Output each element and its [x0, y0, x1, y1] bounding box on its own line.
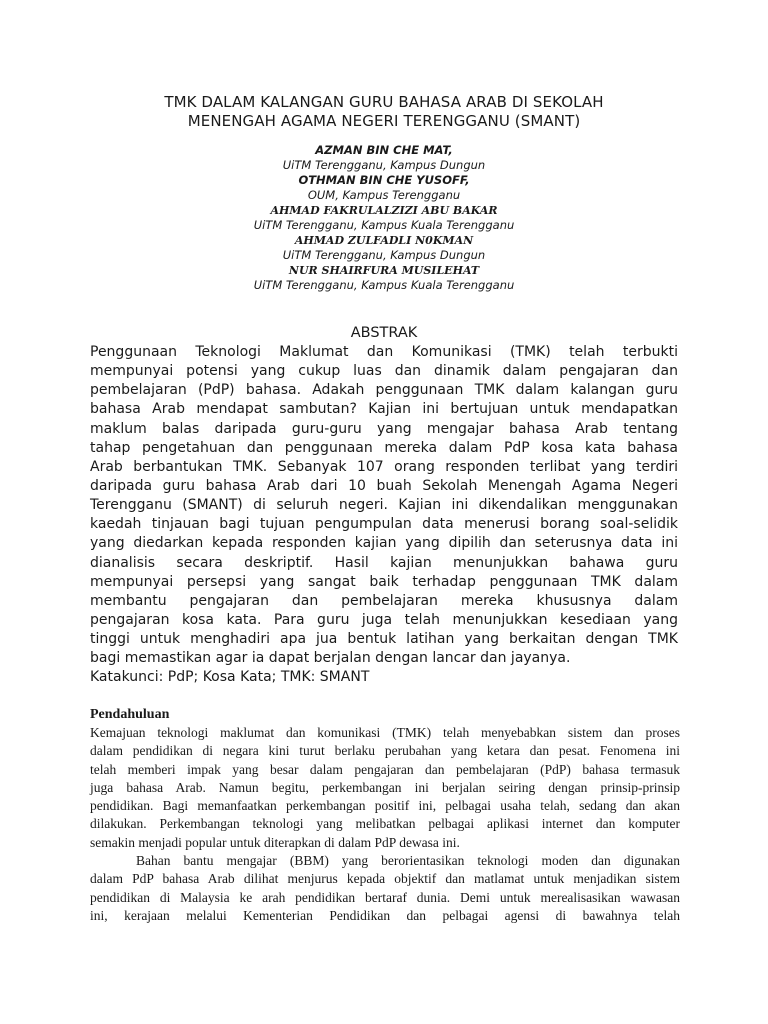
author-name: AHMAD ZULFADLI N0KMAN	[294, 234, 474, 247]
abstract-line: Penggunaan Teknologi Maklumat dan Komunikasi (TMK) telah terbukti	[90, 344, 678, 360]
abstract-line: tinggi untuk menghadiri apa jua bentuk latihan yang berkaitan dengan TMK	[90, 631, 678, 648]
author-name: AZMAN BIN CHE MAT,	[315, 143, 453, 157]
introduction-body	[90, 724, 680, 925]
body-line: Kemajuan teknologi maklumat dan komunikasi (TMK) telah menyebabkan sistem dan proses	[90, 725, 680, 740]
body-line: pendidikan di Malaysia ke arah pendidikan bertaraf dunia. Demi untuk merealisasikan wawasan	[90, 889, 680, 905]
abstract-heading: ABSTRAK	[350, 325, 418, 341]
abstract-body	[90, 343, 678, 668]
abstract-line: Terengganu (SMANT) di seluruh negeri. Kajian ini dikendalikan menggunakan	[90, 497, 678, 514]
abstract-line: pembelajaran (PdP) bahasa. Adakah penggunaan TMK dalam kalangan guru	[90, 382, 678, 399]
body-line: dilakukan. Perkembangan teknologi yang melibatkan pelbagai aplikasi internet dan komputer	[90, 816, 680, 832]
body-line: telah memberi impak yang besar dalam pengajaran dan pembelajaran (PdP) bahasa termasuk	[90, 761, 680, 777]
author-name: OTHMAN BIN CHE YUSOFF,	[298, 173, 470, 187]
abstract-line: tahap pengetahuan dan penggunaan mereka dalam PdP kosa kata bahasa	[90, 439, 678, 456]
title-line: MENENGAH AGAMA NEGERI TERENGGANU (SMANT)	[187, 112, 581, 130]
keywords: Katakunci: PdP; Kosa Kata; TMK: SMANT	[90, 669, 370, 685]
abstract-line: dianalisis secara deskriptif. Hasil kajian menunjukkan bahawa guru	[90, 554, 678, 571]
paper-title	[90, 93, 678, 131]
body-line: dalam pendidikan di negara kini turut berlaku perubahan yang ketara dan pesat. Fenomena ini	[90, 743, 680, 759]
abstract-line: mempunyai persepsi yang sangat baik terhadap penggunaan TMK dalam	[90, 573, 678, 590]
body-line: ini, kerajaan melalui Kementerian Pendidikan dan pelbagai agensi di bawahnya telah	[90, 907, 680, 923]
body-line: juga bahasa Arab. Namun begitu, perkembangan ini berjalan seiring dengan prinsip-prinsip	[90, 779, 680, 795]
author-name: NUR SHAIRFURA MUSILEHAT	[288, 264, 480, 277]
author-affiliation: UiTM Terengganu, Kampus Kuala Terengganu	[253, 218, 515, 232]
abstract-line: daripada guru bahasa Arab dari 10 buah Sekolah Menengah Agama Negeri	[90, 477, 678, 494]
author-affiliation: OUM, Kampus Terengganu	[307, 188, 461, 202]
body-line: dalam PdP bahasa Arab dilihat menjurus kepada objektif dan matlamat untuk menjadikan sistem	[90, 871, 680, 887]
abstract-line: pengajaran kosa kata. Para guru juga telah menunjukkan kesediaan yang	[90, 611, 678, 628]
abstract-line: mempunyai potensi yang cukup luas dan dinamik dalam pengajaran dan	[90, 363, 678, 380]
abstract-line: bahasa Arab mendapat sambutan? Kajian ini bertujuan untuk mendapatkan	[90, 401, 678, 418]
body-line: semakin menjadi popular untuk diterapkan di dalam PdP dewasa ini.	[90, 834, 460, 850]
abstract-line: yang diedarkan kepada responden kajian yang dipilih dan seterusnya data ini	[90, 535, 678, 552]
abstract-line: Arab berbantukan TMK. Sebanyak 107 orang responden terlibat yang terdiri	[90, 458, 678, 475]
author-name: AHMAD FAKRULALZIZI ABU BAKAR	[270, 204, 498, 217]
abstract-line: membantu pengajaran dan pembelajaran mereka khususnya dalam	[90, 592, 678, 609]
abstract-line: maklum balas daripada guru-guru yang mengajar bahasa Arab tentang	[90, 420, 678, 437]
abstract-line: bagi memastikan agar ia dapat berjalan dengan lancar dan jayanya.	[90, 650, 571, 667]
body-line: Bahan bantu mengajar (BBM) yang berorientasikan teknologi moden dan digunakan	[136, 853, 680, 869]
section-heading-introduction: Pendahuluan	[90, 707, 170, 722]
author-affiliation: UiTM Terengganu, Kampus Kuala Terengganu	[253, 278, 515, 292]
title-line: TMK DALAM KALANGAN GURU BAHASA ARAB DI SEKOLAH	[164, 93, 604, 111]
author-list	[90, 143, 678, 293]
body-line: pendidikan. Bagi memanfaatkan perkembangan positif ini, pelbagai usaha telah, sedang dan akan	[90, 798, 680, 814]
author-affiliation: UiTM Terengganu, Kampus Dungun	[282, 158, 486, 172]
abstract-line: kaedah tinjauan bagi tujuan pengumpulan data menerusi borang soal-selidik	[90, 516, 678, 533]
author-affiliation: UiTM Terengganu, Kampus Dungun	[282, 248, 486, 262]
